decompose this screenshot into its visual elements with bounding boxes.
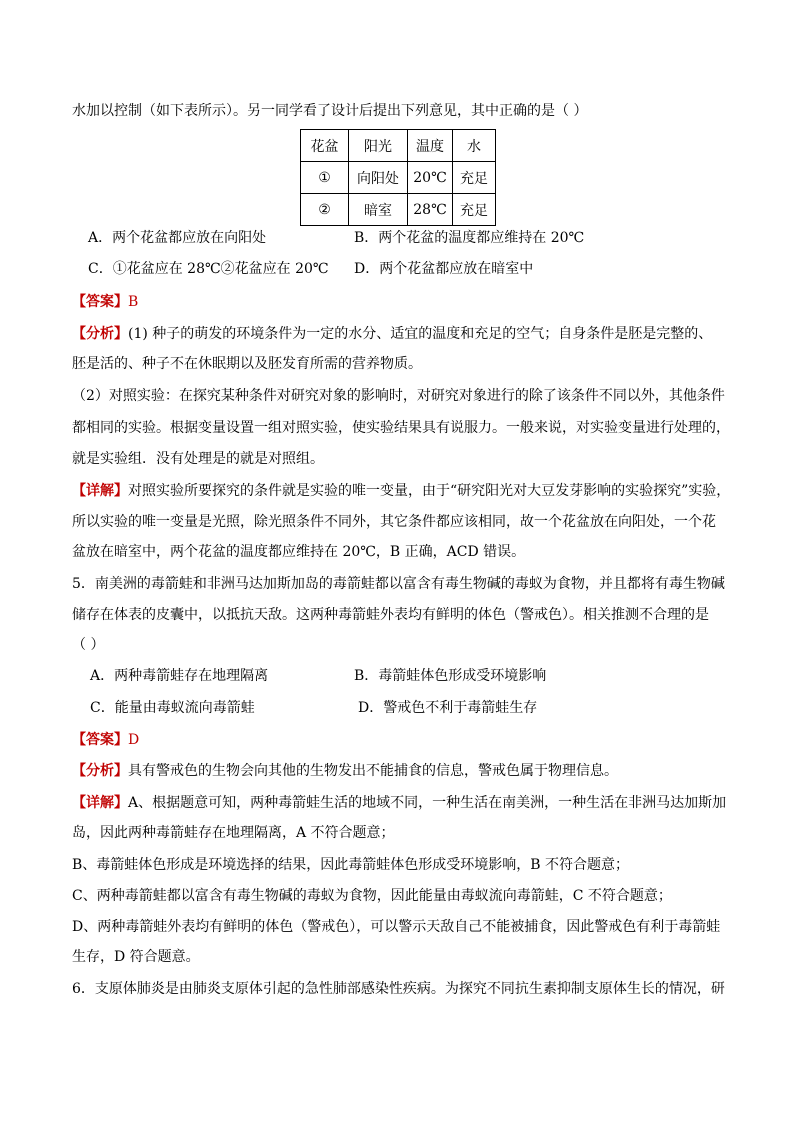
- table-header-cell: 花盆: [301, 130, 349, 162]
- q4-detail-1: [72, 481, 730, 501]
- experiment-table: [300, 129, 496, 226]
- q4-analysis-1: [72, 324, 712, 344]
- analysis-tag: 【分析】: [72, 326, 128, 342]
- answer-value: B: [128, 294, 139, 310]
- q6-stem-1: 6．支原体肺炎是由肺炎支原体引起的急性肺部感染性疾病。为探究不同抗生素抑制支原体生长的情况，研: [72, 981, 725, 997]
- table-cell: 暗室: [349, 194, 408, 226]
- q4-analysis-5: 就是实验组．没有处理是的就是对照组。: [72, 451, 324, 467]
- table-header-cell: 阳光: [349, 130, 408, 162]
- analysis-tag: 【分析】: [72, 763, 128, 779]
- table-cell: ①: [301, 162, 349, 194]
- q5-stem-2: 储存在体表的皮囊中，以抵抗天敌。这两种毒箭蛙外表均有鲜明的体色（警戒色）。相关推测不合理的是: [72, 607, 709, 623]
- table-header-cell: 温度: [408, 130, 453, 162]
- q5-detail-3: B、毒箭蛙体色形成是环境选择的结果，因此毒箭蛙体色形成受环境影响，B 不符合题意；: [72, 857, 630, 873]
- table-header-cell: 水: [453, 130, 496, 162]
- answer-tag: 【答案】: [72, 732, 128, 748]
- q5-detail-5: D、两种毒箭蛙外表均有鲜明的体色（警戒色），可以警示天敌自己不能被捕食，因此警戒色有利于毒箭蛙: [72, 919, 721, 935]
- table-cell: 向阳处: [349, 162, 408, 194]
- q5-option-b: B．毒箭蛙体色形成受环境影响: [354, 668, 547, 684]
- table-row: [301, 162, 496, 194]
- q5-option-c: C．能量由毒蚁流向毒箭蛙: [90, 700, 255, 716]
- q4-detail-2: 所以实验的唯一变量是光照，除光照条件不同外，其它条件都应该相同，故一个花盆放在向阳处，一个花: [72, 514, 716, 530]
- table-cell: ②: [301, 194, 349, 226]
- q5-stem-1: 5．南美洲的毒箭蛙和非洲马达加斯加岛的毒箭蛙都以富含有毒生物碱的毒蚁为食物，并且都将有毒生物碱: [72, 576, 725, 592]
- detail-text: A、根据题意可知，两种毒箭蛙生活的地域不同，一种生活在南美洲，一种生活在非洲马达加斯加: [128, 795, 727, 811]
- q5-answer: [72, 730, 139, 750]
- q4-answer: [72, 292, 138, 312]
- table-cell: 充足: [453, 194, 496, 226]
- q5-detail-4: C、两种毒箭蛙都以富含有毒生物碱的毒蚁为食物，因此能量由毒蚁流向毒箭蛙，C 不符合题意；: [72, 888, 672, 904]
- q4-intro: 水加以控制（如下表所示）。另一同学看了设计后提出下列意见，其中正确的是（ ）: [72, 103, 588, 119]
- q4-analysis-3: （2）对照实验：在探究某种条件对研究对象的影响时，对研究对象进行的除了该条件不同以外，其他条件: [72, 388, 725, 404]
- q5-detail-2: 岛，因此两种毒箭蛙存在地理隔离，A 不符合题意；: [72, 825, 395, 841]
- answer-tag: 【答案】: [72, 294, 128, 310]
- q4-option-a: A．两个花盆都应放在向阳处: [88, 230, 267, 246]
- q5-detail-6: 生存，D 符合题意。: [72, 949, 200, 965]
- detail-tag: 【详解】: [72, 483, 128, 499]
- table-cell: 20℃: [408, 162, 453, 194]
- table-cell: 28℃: [408, 194, 453, 226]
- q5-detail-1: [72, 793, 726, 813]
- q5-option-d: D．警戒色不利于毒箭蛙生存: [358, 700, 538, 716]
- answer-value: D: [128, 732, 140, 748]
- q4-option-c: C．①花盆应在 28℃②花盆应在 20℃: [88, 261, 329, 277]
- detail-text: 对照实验所要探究的条件就是实验的唯一变量，由于“研究阳光对大豆发芽影响的实验探究”实验，: [128, 483, 731, 499]
- q4-analysis-2: 胚是活的、种子不在休眠期以及胚发育所需的营养物质。: [72, 356, 422, 372]
- table-cell: 充足: [453, 162, 496, 194]
- q5-stem-3: （ ）: [72, 637, 105, 653]
- analysis-text: 具有警戒色的生物会向其他的生物发出不能捕食的信息，警戒色属于物理信息。: [128, 763, 618, 779]
- q4-analysis-4: 都相同的实验。根据变量设置一组对照实验，使实验结果具有说服力。一般来说，对实验变量进行处理的，: [72, 420, 730, 436]
- table-row: [301, 194, 496, 226]
- analysis-text: (1) 种子的萌发的环境条件为一定的水分、适宜的温度和充足的空气；自身条件是胚是完整的、: [128, 326, 713, 342]
- detail-tag: 【详解】: [72, 795, 128, 811]
- q4-option-d: D．两个花盆都应放在暗室中: [354, 261, 534, 277]
- q5-analysis: [72, 761, 618, 781]
- q4-option-b: B．两个花盆的温度都应维持在 20℃: [354, 230, 585, 246]
- table-header-row: [301, 130, 496, 162]
- q5-option-a: A．两种毒箭蛙存在地理隔离: [90, 668, 269, 684]
- q4-detail-3: 盆放在暗室中，两个花盆的温度都应维持在 20℃，B 正确，ACD 错误。: [72, 544, 526, 560]
